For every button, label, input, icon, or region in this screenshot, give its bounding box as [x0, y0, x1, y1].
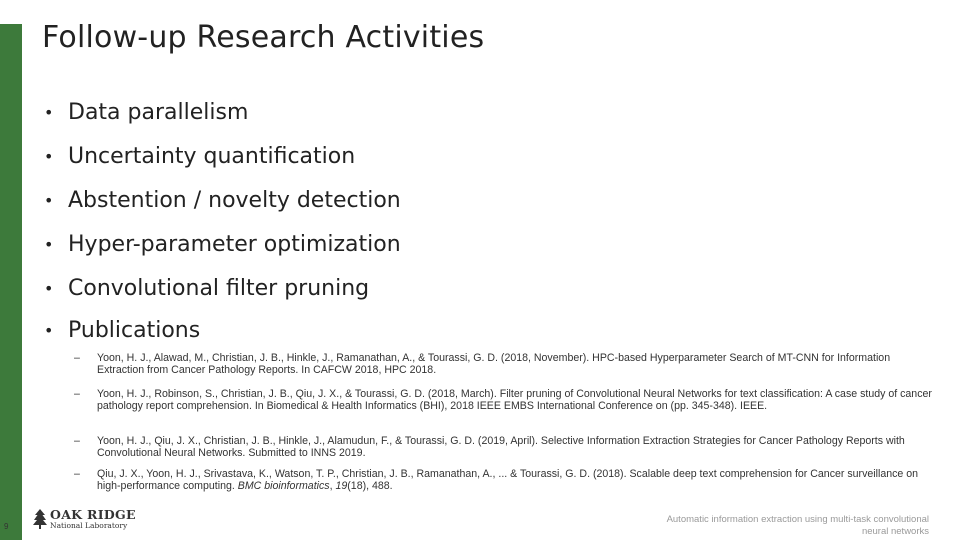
page-number: 9: [4, 522, 9, 531]
publication-text: Yoon, H. J., Alawad, M., Christian, J. B., Hinkle, J., Ramanathan, A., & Tourassi, G. D. (2018, November). HPC-based Hyperparameter Search of MT-CNN for Information Extraction from Cancer Pathology Reports. In CAFCW 2018, HPC 2018.: [97, 352, 891, 376]
footer-caption: [609, 514, 929, 538]
bullet-label: Publications: [68, 317, 201, 343]
bullet-label: Abstention / novelty detection: [68, 187, 401, 213]
bullet-marker: •: [44, 102, 54, 122]
publication-volume: 19: [335, 480, 348, 492]
publication-separator: ,: [329, 480, 336, 492]
bullet-marker: •: [44, 320, 54, 340]
publication-journal: BMC bioinformatics: [237, 480, 330, 492]
publication-text: Yoon, H. J., Robinson, S., Christian, J. B., Qiu, J. X., & Tourassi, G. D. (2018, March). Filter pruning of Convolutional Neural Networks for text classification: A case study of cancer pathology report comprehension. In Biomedical & Health Informatics (BHI), 2018 IEEE EMBS International Conference on (pp. 345-348). IEEE.: [97, 388, 932, 412]
publication-text: [97, 468, 934, 492]
logo-text: [50, 506, 136, 530]
logo-subtitle: National Laboratory: [50, 521, 128, 530]
footer-line-2: neural networks: [861, 526, 929, 537]
oak-ridge-logo: [32, 508, 136, 530]
bullet-marker: •: [44, 146, 54, 166]
publication-text: Yoon, H. J., Qiu, J. X., Christian, J. B., Hinkle, J., Alamudun, F., & Tourassi, G. D. (2019, April). Selective Information Extraction Strategies for Cancer Pathology Reports with Convolutional Neural Networks. Submitted to INNS 2019.: [97, 435, 905, 459]
footer-line-1: Automatic information extraction using multi-task convolutional: [666, 514, 929, 525]
bullet-item: [40, 229, 401, 259]
bullet-item: [40, 185, 401, 215]
bullet-label: Hyper-parameter optimization: [68, 231, 401, 257]
publication-text-after: (18), 488.: [347, 480, 393, 492]
logo-name: OAK RIDGE: [50, 506, 136, 522]
publication-text-before: Qiu, J. X., Yoon, H. J., Srivastava, K., Watson, T. P., Christian, J. B., Ramanathan, A., ... & Tourassi, G. D. (2018). Scalable deep text comprehension for Cancer surveillance on high-performance computing.: [97, 468, 919, 492]
publication-item: [74, 435, 934, 459]
bullet-label: Data parallelism: [68, 99, 249, 125]
sub-marker: –: [74, 435, 80, 447]
slide-title: Follow-up Research Activities: [42, 20, 485, 55]
bullet-label: Uncertainty quantification: [68, 143, 356, 169]
bullet-item: [40, 97, 248, 127]
bullet-item: [40, 141, 355, 171]
tree-icon: [32, 508, 48, 530]
bullet-item: [40, 315, 200, 345]
bullet-marker: •: [44, 278, 54, 298]
publication-item: [74, 468, 934, 492]
bullet-item: [40, 273, 369, 303]
sub-marker: –: [74, 388, 80, 400]
publication-item: [74, 388, 934, 412]
accent-side-bar: [0, 24, 22, 540]
bullet-label: Convolutional filter pruning: [68, 275, 370, 301]
sub-marker: –: [74, 352, 80, 364]
bullet-marker: •: [44, 234, 54, 254]
bullet-marker: •: [44, 190, 54, 210]
sub-marker: –: [74, 468, 80, 480]
publication-item: [74, 352, 934, 376]
